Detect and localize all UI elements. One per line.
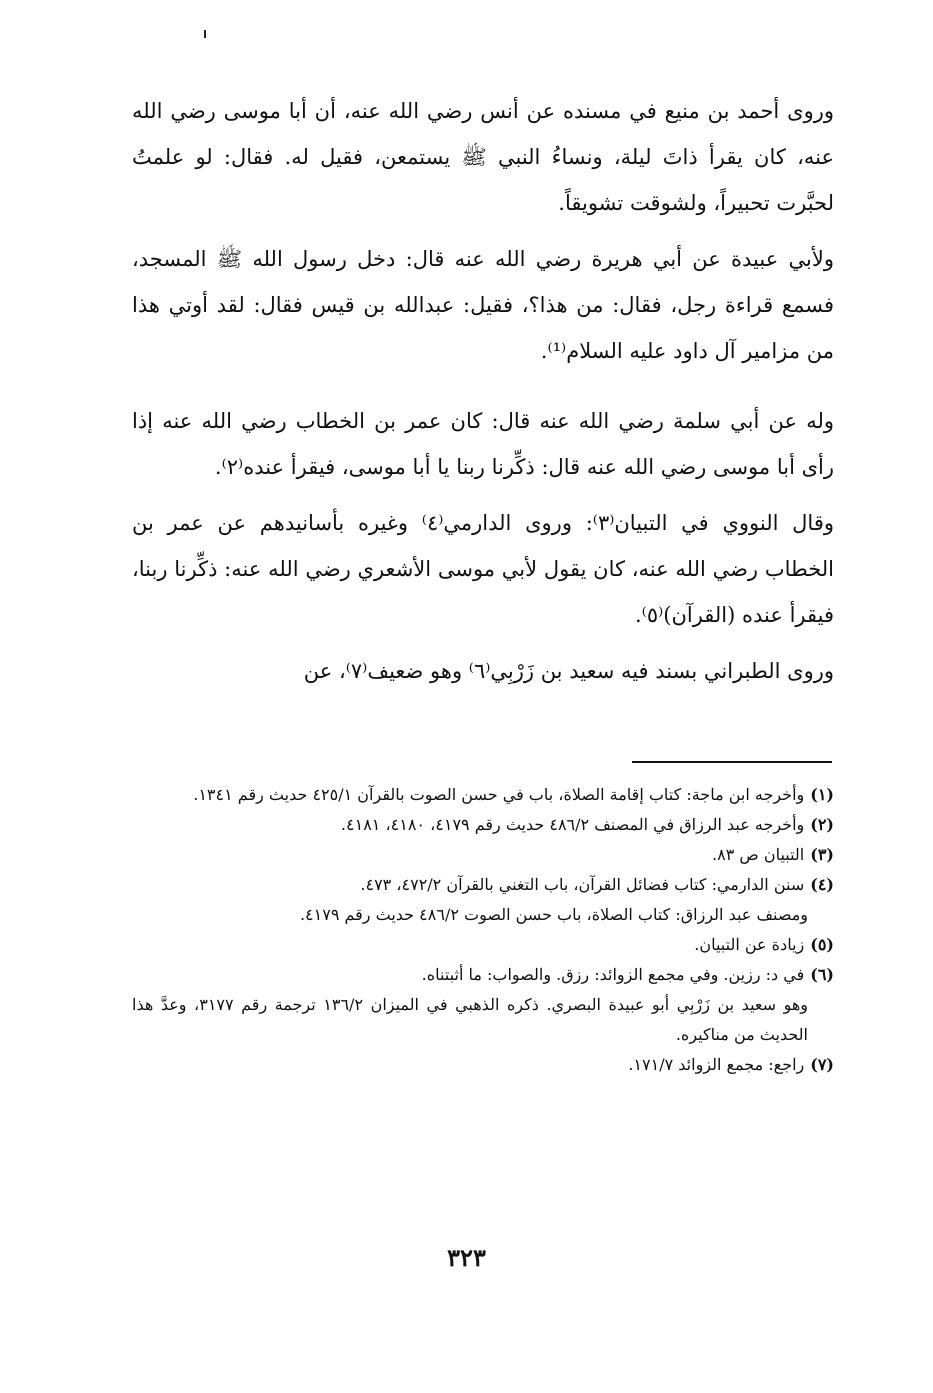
footnote-number: (٧) xyxy=(810,1055,834,1074)
footnote-4-continued xyxy=(132,900,834,930)
footnote-text: في د: رزين. وفي مجمع الزوائد: رزق. والصواب: ما أثبتناه. xyxy=(421,965,805,984)
footnote-2 xyxy=(132,810,834,840)
page-number: ٣٢٣ xyxy=(447,1243,486,1272)
footnote-text: وهو سعيد بن زَرْبِي أبو عبيدة البصري. ذكره الذهبي في الميزان ١٣٦/٢ ترجمة رقم ٣١٧٧، وعدَّ هذا الحديث من مناكيره. xyxy=(132,995,809,1044)
paragraph-4: وقال النووي في التبيان⁽٣⁾: وروى الدارمي⁽٤⁾ وغيره بأسانيدهم عن عمر بن الخطاب رضي الله عنه، كان يقول لأبي موسى الأشعري رضي الله عنه: ذكِّرنا ربنا، فيقرأ عنده (القرآن)⁽٥⁾. xyxy=(132,511,835,627)
footnote-text: راجع: مجمع الزوائد ١٧١/٧. xyxy=(628,1055,805,1074)
footnote-number: (٣) xyxy=(810,845,834,864)
main-text xyxy=(132,88,834,704)
footnote-number: (٥) xyxy=(810,935,834,954)
footnote-7 xyxy=(132,1050,834,1080)
footnote-text: ومصنف عبد الرزاق: كتاب الصلاة، باب حسن الصوت ٤٨٦/٢ حديث رقم ٤١٧٩. xyxy=(299,905,808,924)
footnote-1 xyxy=(132,780,834,810)
footnote-4 xyxy=(132,870,834,900)
footnote-6 xyxy=(132,960,834,990)
footnote-3 xyxy=(132,840,834,870)
footnote-5 xyxy=(132,930,834,960)
footnote-number: (٦) xyxy=(810,965,834,984)
paragraph-1: وروى أحمد بن منيع في مسنده عن أنس رضي الله عنه، أن أبا موسى رضي الله عنه، كان يقرأ ذاتَ ليلة، ونساءُ النبي ﷺ يستمعن، فقيل له. فقال: لو علمتُ لحبَّرت تحبيراً، ولشوقت تشويقاً. xyxy=(132,99,834,215)
footnote-text: وأخرجه ابن ماجة: كتاب إقامة الصلاة، باب في حسن الصوت بالقرآن ٤٢٥/١ حديث رقم ١٣٤١. xyxy=(193,785,805,804)
paragraph-3: وله عن أبي سلمة رضي الله عنه قال: كان عمر بن الخطاب رضي الله عنه إذا رأى أبا موسى رضي الله عنه قال: ذكِّرنا ربنا يا أبا موسى، فيقرأ عنده⁽٢⁾. xyxy=(132,409,834,479)
paragraph-5: وروى الطبراني بسند فيه سعيد بن زَرْبِي⁽٦⁾ وهو ضعيف⁽٧⁾، عن xyxy=(303,659,834,683)
footnote-text: وأخرجه عبد الرزاق في المصنف ٤٨٦/٢ حديث رقم ٤١٧٩، ٤١٨٠، ٤١٨١. xyxy=(340,815,805,834)
top-mark xyxy=(204,30,206,38)
footnote-separator xyxy=(632,761,832,763)
footnote-6-continued xyxy=(132,990,834,1050)
footnote-number: (٢) xyxy=(810,815,834,834)
footnotes xyxy=(132,780,834,1080)
footnote-number: (١) xyxy=(810,785,834,804)
footnote-number: (٤) xyxy=(810,875,834,894)
footnote-text: التبيان ص ٨٣. xyxy=(712,845,805,864)
footnote-text: سنن الدارمي: كتاب فضائل القرآن، باب التغني بالقرآن ٤٧٢/٢، ٤٧٣. xyxy=(360,875,805,894)
paragraph-2: ولأبي عبيدة عن أبي هريرة رضي الله عنه قال: دخل رسول الله ﷺ المسجد، فسمع قراءة رجل، فقال: من هذا؟، فقيل: عبدالله بن قيس فقال: لقد أوتي هذا من مزامير آل داود عليه السلام⁽¹⁾. xyxy=(132,247,834,363)
footnote-text: زيادة عن التبيان. xyxy=(694,935,805,954)
